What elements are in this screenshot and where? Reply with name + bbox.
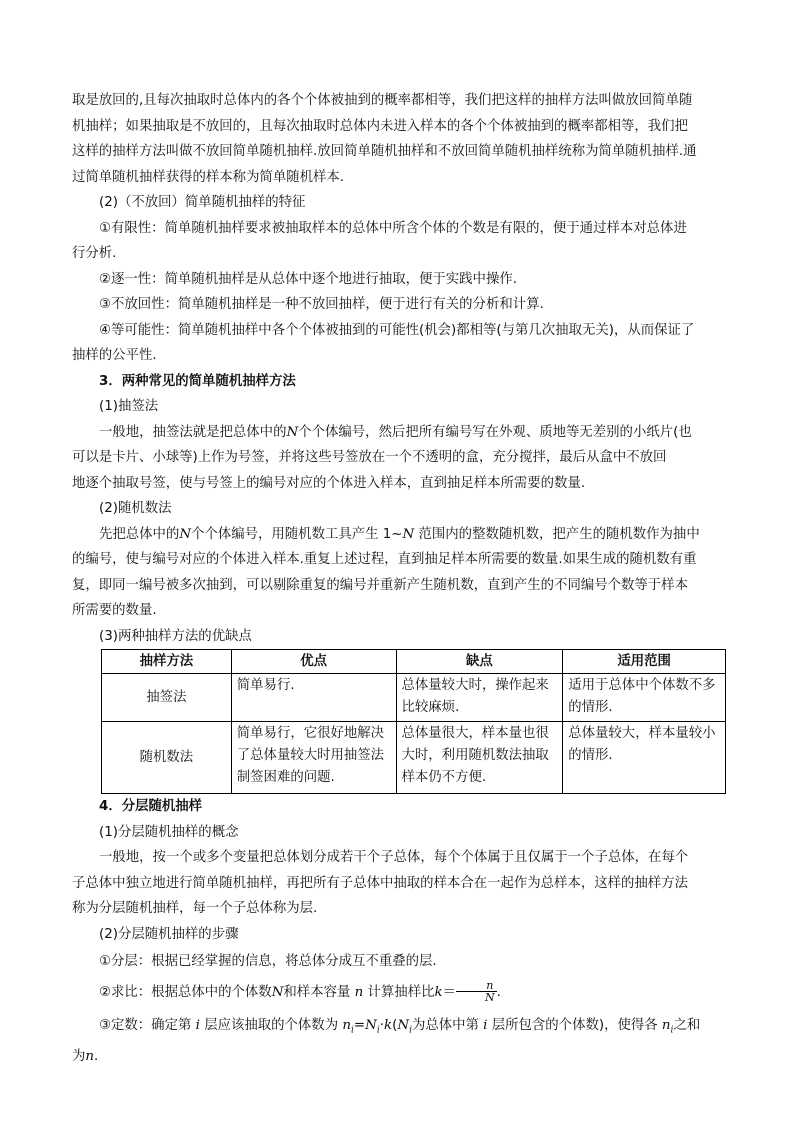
table-cell-scope: 总体量较大，样本量较小的情形. (563, 722, 726, 794)
features-title: (2)（不放回）简单随机抽样的特征 (99, 195, 306, 210)
feature-equal-chance: ④等可能性：简单随机抽样中各个个体被抽到的可能性(机会)都相等(与第几次抽取无关)，从而保证了 (99, 322, 695, 338)
step-divide: ①分层：根据已经掌握的信息，将总体分成互不重叠的层. (99, 954, 437, 969)
random-number-line: 所需要的数量. (72, 603, 157, 618)
comparison-table-title: (3)两种抽样方法的优缺点 (99, 628, 252, 644)
section-3-heading: 3．两种常见的简单随机抽样方法 (99, 373, 296, 389)
feature-no-replace: ③不放回性：简单随机抽样是一种不放回抽样，便于进行有关的分析和计算. (99, 297, 544, 312)
step-count: ③定数：确定第 i 层应该抽取的个体数为 $n_i=N_i\cdot k(N_i$为总体中第 i 层所包含的个体数)，使得各 $n_i$之和 (99, 1017, 701, 1036)
feature-finite: ①有限性：简单随机抽样要求被抽取样本的总体中所含个体的个数是有限的，便于通过样本对总体进 (99, 220, 687, 236)
feature-one-by-one: ②逐一性：简单随机抽样是从总体中逐个地进行抽取，便于实践中操作. (99, 271, 517, 287)
feature-finite-cont: 行分析. (72, 246, 117, 261)
random-number-title: (2)随机数法 (99, 501, 172, 516)
random-number-line: 的编号，使与编号对应的个体进入样本.重复上述过程，直到抽足样本所需要的数量.如果生成的随机数有重 (72, 552, 697, 567)
lottery-line: 一般地，抽签法就是把总体中的N个个体编号，然后把所有编号写在外观、质地等无差别的小纸片(也 (99, 424, 692, 440)
lottery-line: 地逐个抽取号签，使与号签上的编号对应的个体进入样本，直到抽足样本所需要的数量. (72, 475, 586, 491)
table-header: 抽样方法 (102, 650, 232, 674)
concept-line: 一般地，按一个或多个变量把总体划分成若干个子总体，每个个体属于且仅属于一个子总体，在每个 (99, 850, 689, 865)
lottery-line: 可以是卡片、小球等)上作为号签，并将这些号签放在一个不透明的盒，充分搅拌，最后从盒中不放回 (72, 450, 667, 465)
ratio-fraction: $\frac{n}{N}$ (456, 980, 497, 1003)
section-4-heading: 4．分层随机抽样 (99, 799, 203, 814)
intro-line: 取是放回的,且每次抽取时总体内的各个个体被抽到的概率都相等，我们把这样的抽样方法叫做放回简单随 (72, 93, 693, 108)
table-cell-method: 抽签法 (102, 674, 232, 722)
step-ratio: ②求比：根据总体中的个体数N和样本容量 n 计算抽样比k＝ $\frac{n}{N}$ . (99, 979, 501, 1004)
table-cell-method: 随机数法 (102, 722, 232, 794)
step-count-cont: 为n. (72, 1048, 99, 1064)
table-header: 优点 (231, 650, 396, 674)
lottery-title: (1)抽签法 (99, 399, 159, 414)
intro-line: 过简单随机抽样获得的样本称为简单随机样本. (72, 169, 345, 185)
table-cell-con: 总体量较大时，操作起来比较麻烦. (396, 674, 563, 722)
random-number-line: 先把总体中的N个个体编号，用随机数工具产生 1~N 范围内的整数随机数，把产生的随机数作为抽中 (99, 526, 700, 542)
concept-line: 称为分层随机抽样，每一个子总体称为层. (72, 901, 318, 916)
table-header-row (102, 650, 726, 674)
random-number-line: 复，即同一编号被多次抽到，可以剔除重复的编号并重新产生随机数，直到产生的不同编号个数等于样本 (72, 577, 688, 593)
table-header: 缺点 (396, 650, 563, 674)
table-cell-pro: 简单易行，它很好地解决了总体量较大时用抽签法制签困难的问题. (231, 722, 396, 794)
table-cell-pro: 简单易行. (231, 674, 396, 722)
table-cell-scope: 适用于总体中个体数不多的情形. (563, 674, 726, 722)
comparison-table (101, 649, 726, 794)
document-page (72, 88, 724, 1069)
table-row (102, 722, 726, 794)
feature-equal-chance-cont: 抽样的公平性. (72, 348, 157, 363)
table-row (102, 674, 726, 722)
table-header: 适用范围 (563, 650, 726, 674)
intro-line: 这样的抽样方法叫做不放回简单随机抽样.放回简单随机抽样和不放回简单随机抽样统称为简单随机抽样.通 (72, 144, 697, 159)
concept-line: 子总体中独立地进行简单随机抽样，再把所有子总体中抽取的样本合在一起作为总样本，这样的抽样方法 (72, 875, 688, 891)
intro-line: 机抽样；如果抽取是不放回的，且每次抽取时总体内未进入样本的各个个体被抽到的概率都相等，我们把 (72, 118, 688, 134)
table-cell-con: 总体量很大，样本量也很大时，利用随机数法抽取样本仍不方便. (396, 722, 563, 794)
concept-title: (1)分层随机抽样的概念 (99, 824, 239, 840)
steps-title: (2)分层随机抽样的步骤 (99, 926, 239, 942)
